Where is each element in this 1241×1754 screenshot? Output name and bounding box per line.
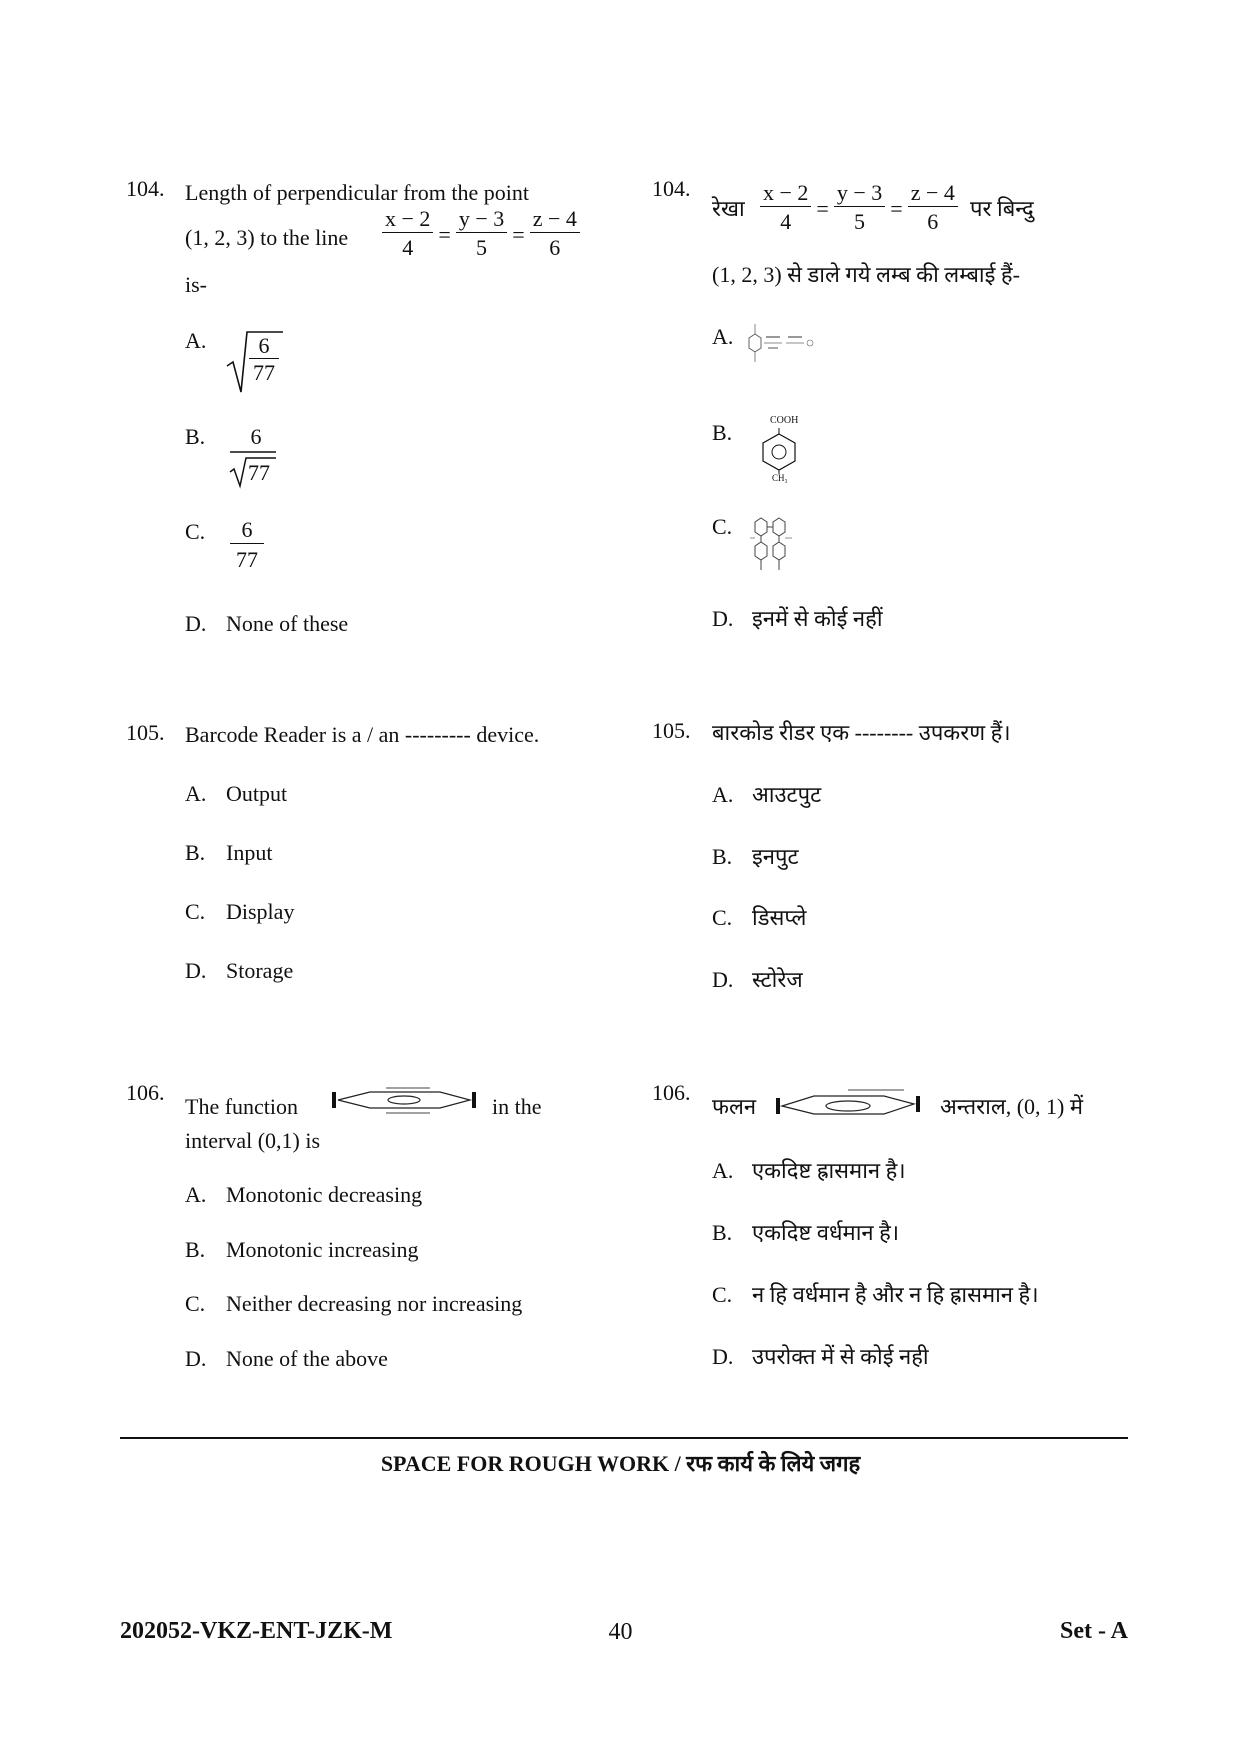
opt-b-den: 77 — [248, 460, 270, 485]
eq-sign: = — [816, 195, 829, 221]
q106-number-hi: 106. — [652, 1080, 691, 1105]
q105-number-hi: 105. — [652, 718, 691, 743]
q105-en-option-b-label: B. — [185, 840, 206, 865]
eq-num-z: z − 4 — [530, 206, 580, 233]
q105-hi-option-b-label: B. — [712, 844, 733, 869]
q104-en-option-c-label: C. — [185, 519, 206, 544]
q104-hi-option-b-label: B. — [712, 420, 733, 445]
q106-hi-post: अन्तराल, (0, 1) में — [940, 1094, 1084, 1119]
q105-hi-option-b-text: इनपुट — [752, 844, 799, 869]
q106-en-option-d-label: D. — [185, 1346, 207, 1371]
eq-sign: = — [512, 221, 525, 247]
q106-hi-option-a-text: एकदिष्ट ह्रासमान है। — [752, 1158, 906, 1183]
rough-work-heading: SPACE FOR ROUGH WORK / रफ कार्य के लिये जगह — [380, 1451, 861, 1476]
q105-hi-option-a-text: आउटपुट — [752, 782, 822, 807]
q106-hi-option-c-text: न हि वर्धमान है और न हि ह्रासमान है। — [752, 1282, 1039, 1307]
q105-en-option-d-label: D. — [185, 958, 207, 983]
q106-en-post: in the — [492, 1094, 542, 1119]
q105-hi-question: बारकोड रीडर एक -------- उपकरण हैं। — [712, 720, 1011, 745]
q105-en-option-b-text: Input — [226, 840, 273, 865]
q105-hi-option-c-label: C. — [712, 905, 733, 930]
q106-en-pre: The function — [185, 1094, 299, 1119]
opt-c-den: 77 — [236, 547, 258, 572]
ch3-label: CH₃ — [772, 473, 788, 483]
q106-en-option-d-text: None of the above — [226, 1346, 388, 1371]
cooh-label: COOH — [770, 415, 799, 426]
eq-den-5: 5 — [476, 235, 488, 260]
eq-sign: = — [890, 195, 903, 221]
q104-hi-option-d-text: इनमें से कोई नहीं — [752, 606, 883, 631]
q105-en-option-a-label: A. — [185, 781, 207, 806]
eq-den-6: 6 — [927, 209, 939, 234]
q104-en-option-b-label: B. — [185, 424, 206, 449]
q105-en-option-c-label: C. — [185, 899, 206, 924]
q104-number-en: 104. — [126, 176, 165, 201]
q105-hi-option-d-label: D. — [712, 967, 734, 992]
q105-en-option-c-text: Display — [226, 899, 295, 924]
q106-hi-option-c-label: C. — [712, 1282, 733, 1307]
q104-en-line-equation — [380, 206, 582, 263]
q104-en-option-d-label: D. — [185, 611, 207, 636]
rough-work-divider — [120, 1437, 1128, 1439]
q104-hi-pre: रेखा — [712, 196, 745, 221]
function-image-icon — [330, 1078, 480, 1126]
q106-en-line2: interval (0,1) is — [185, 1128, 321, 1153]
q104-en-option-a-label: A. — [185, 328, 207, 353]
opt-c-num: 6 — [230, 517, 264, 544]
q106-hi-option-b-text: एकदिष्ट वर्धमान है। — [752, 1220, 900, 1245]
eq-num-x: x − 2 — [760, 180, 811, 207]
q106-en-option-c-label: C. — [185, 1291, 206, 1316]
reaction-scheme-icon — [748, 318, 818, 388]
q106-hi-option-b-label: B. — [712, 1220, 733, 1245]
q104-en-option-a-math — [225, 326, 285, 396]
eq-den-4: 4 — [402, 235, 414, 260]
q105-en-question: Barcode Reader is a / an --------- device. — [185, 722, 540, 747]
q105-number-en: 105. — [126, 720, 165, 745]
q104-en-option-c-math — [230, 517, 264, 576]
q104-en-line1: Length of perpendicular from the point — [185, 180, 529, 205]
eq-den-6: 6 — [549, 235, 561, 260]
q105-hi-option-a-label: A. — [712, 782, 734, 807]
eq-num-y: y − 3 — [456, 206, 507, 233]
eq-num-z: z − 4 — [908, 180, 958, 207]
footer-page-number: 40 — [608, 1619, 633, 1645]
q104-hi-option-c-label: C. — [712, 514, 733, 539]
opt-a-den: 77 — [253, 360, 275, 385]
q106-hi-option-d-label: D. — [712, 1344, 734, 1369]
q105-hi-option-d-text: स्टोरेज — [752, 967, 803, 992]
q106-hi-option-d-text: उपरोक्त में से कोई नही — [752, 1344, 929, 1369]
eq-sign: = — [438, 221, 451, 247]
q104-en-option-d-text: None of these — [226, 611, 349, 636]
q106-hi-option-a-label: A. — [712, 1158, 734, 1183]
q104-en-line3: is- — [185, 272, 207, 297]
q105-en-option-d-text: Storage — [226, 958, 294, 983]
q104-en-option-b-math — [228, 422, 288, 492]
q104-number-hi: 104. — [652, 176, 691, 201]
eq-den-4: 4 — [780, 209, 792, 234]
opt-b-num: 6 — [250, 424, 262, 449]
q106-en-option-b-label: B. — [185, 1237, 206, 1262]
q106-en-option-c-text: Neither decreasing nor increasing — [226, 1291, 523, 1316]
function-image-icon — [774, 1082, 924, 1124]
q106-en-option-b-text: Monotonic increasing — [226, 1237, 419, 1262]
eq-num-y: y − 3 — [834, 180, 885, 207]
footer-set-label: Set - A — [1060, 1618, 1128, 1644]
q106-number-en: 106. — [126, 1080, 165, 1105]
eq-den-5: 5 — [854, 209, 866, 234]
eq-num-x: x − 2 — [382, 206, 433, 233]
q104-hi-equation — [758, 180, 960, 237]
chemical-structure-icon — [748, 512, 798, 574]
q106-hi-pre: फलन — [712, 1094, 757, 1119]
opt-a-num: 6 — [249, 334, 279, 359]
q105-en-option-a-text: Output — [226, 781, 288, 806]
footer-paper-code: 202052-VKZ-ENT-JZK-M — [120, 1618, 393, 1644]
q104-hi-option-a-label: A. — [712, 324, 734, 349]
q104-en-line2: (1, 2, 3) to the line — [185, 225, 349, 250]
q106-en-option-a-text: Monotonic decreasing — [226, 1182, 423, 1207]
q105-hi-option-c-text: डिसप्ले — [752, 905, 807, 930]
q104-hi-option-d-label: D. — [712, 606, 734, 631]
q106-en-option-a-label: A. — [185, 1182, 207, 1207]
q104-hi-post: पर बिन्दु — [970, 196, 1034, 221]
q104-hi-line2: (1, 2, 3) से डाले गये लम्ब की लम्बाई हैं- — [712, 262, 1020, 287]
